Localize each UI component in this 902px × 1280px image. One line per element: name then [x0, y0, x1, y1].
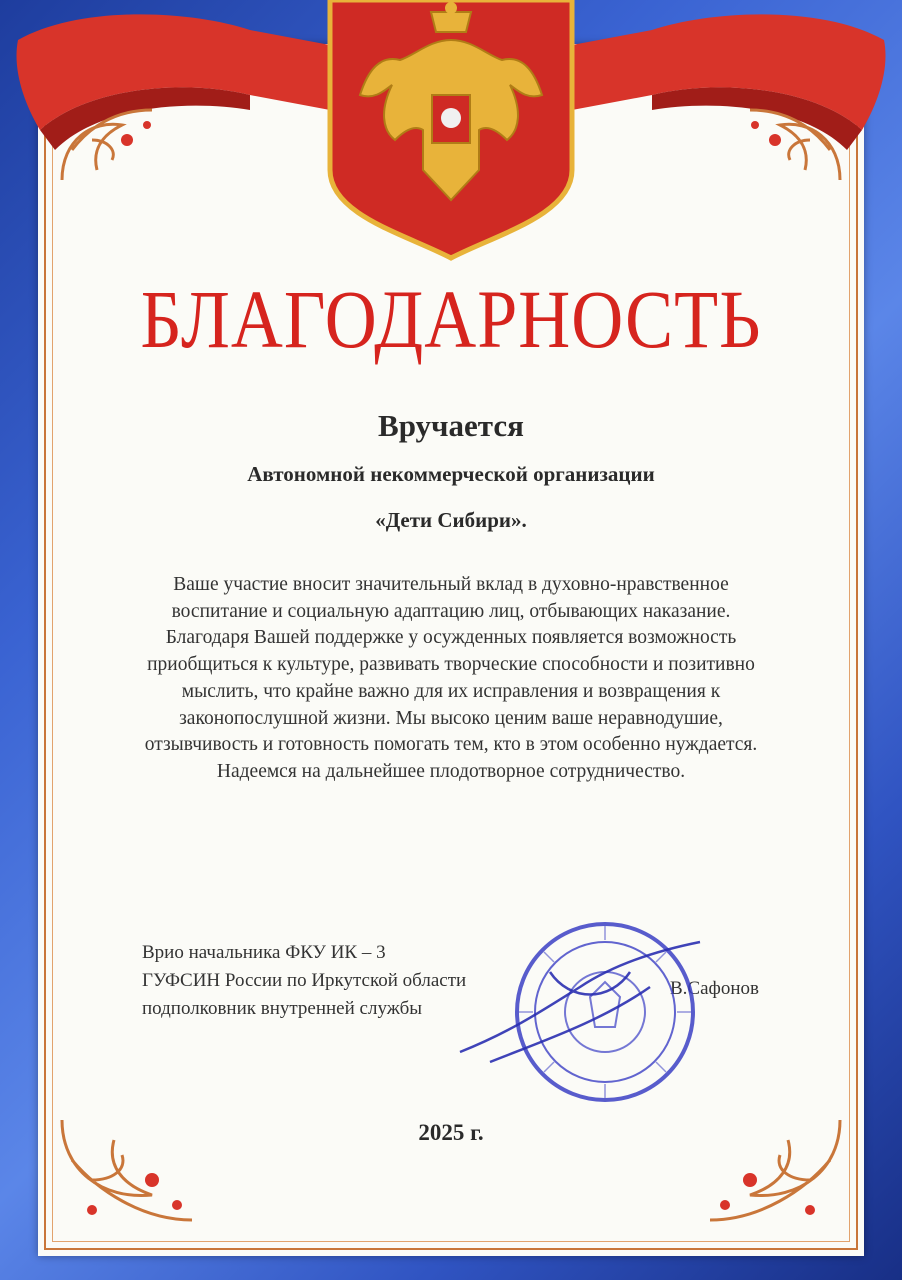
body-line: законопослушной жизни. Мы высоко ценим ваше неравнодушие, — [179, 707, 723, 729]
body-line: мыслить, что крайне важно для их исправления и возвращения к — [181, 680, 721, 702]
body-line: Благодаря Вашей поддержке у осужденных появляется возможность — [165, 627, 737, 649]
awarded-heading: Вручается — [378, 408, 524, 443]
signatory-organization: ГУФСИН России по Иркутской области — [142, 970, 467, 991]
corner-ornament-icon — [730, 80, 850, 190]
corner-ornament-icon — [52, 80, 172, 190]
body-line: отзывчивость и готовность помогать тем, кто в этом особенно нуждается. — [144, 734, 758, 756]
document-title: БЛАГОДАРНОСТЬ — [140, 273, 762, 366]
document-year: 2025 г. — [418, 1120, 484, 1145]
body-line: Ваше участие вносит значительный вклад в духовно-нравственное — [173, 574, 729, 595]
recipient-line-2: «Дети Сибири». — [375, 508, 527, 532]
signatory-position: Врио начальника ФКУ ИК – 3 — [142, 942, 386, 963]
signatory-name: В.Сафонов — [670, 978, 759, 999]
signatory-rank: подполковник внутренней службы — [142, 998, 423, 1019]
body-line: приобщиться к культуре, развивать творческие способности и позитивно — [147, 654, 755, 676]
body-text — [100, 572, 802, 786]
body-line: воспитание и социальную адаптацию лиц, отбывающих наказание. — [171, 600, 731, 622]
recipient-line-1: Автономной некоммерческой организации — [247, 462, 655, 486]
coat-of-arms-icon — [320, 0, 582, 262]
stamp-seal-icon — [450, 912, 720, 1112]
body-line: Надеемся на дальнейшее плодотворное сотрудничество. — [216, 760, 686, 782]
